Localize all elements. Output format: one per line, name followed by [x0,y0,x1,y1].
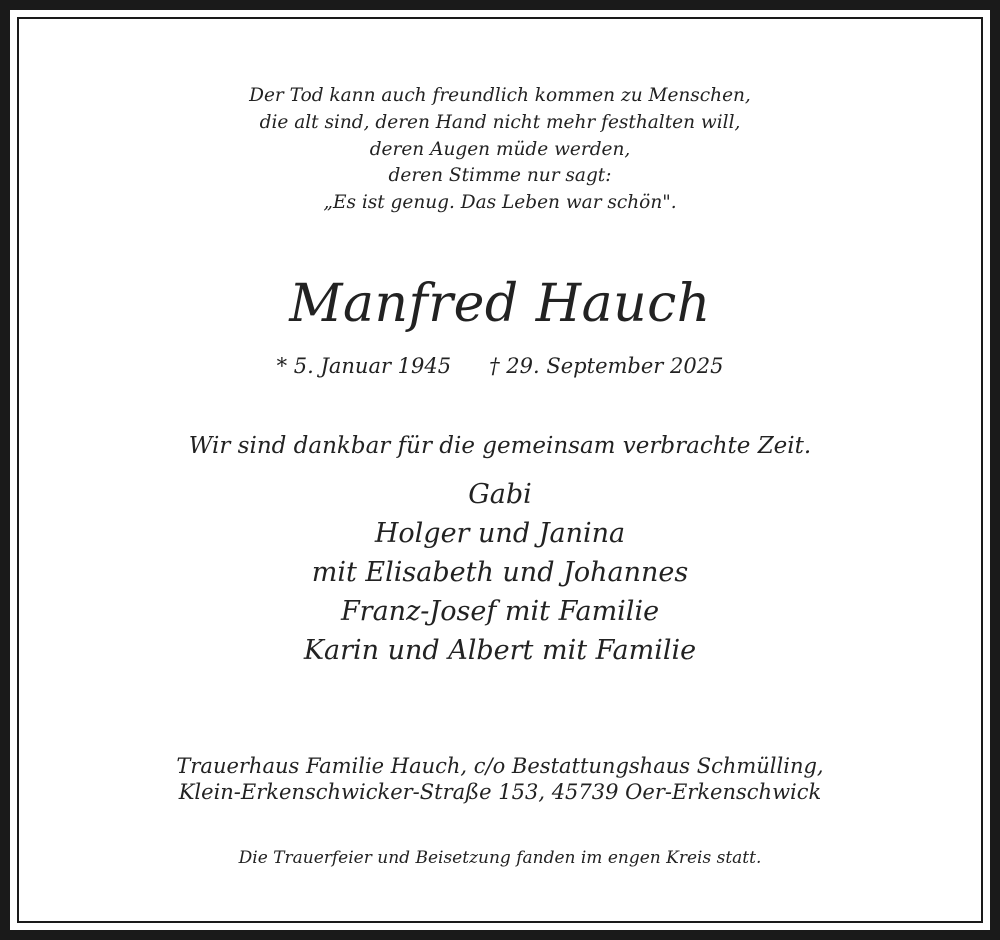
life-dates [0,354,1000,378]
poem-line: deren Augen müde werden, [369,139,631,160]
mourner-line: Franz-Josef mit Familie [340,596,660,627]
poem-line: Der Tod kann auch freundlich kommen zu Menschen, [249,85,751,106]
poem-line: „Es ist genug. Das Leben war schön". [323,192,677,213]
address-line: Trauerhaus Familie Hauch, c/o Bestattungshaus Schmülling, [176,754,824,778]
deceased-name: Manfred Hauch [289,274,711,334]
death-date: † 29. September 2025 [489,354,724,378]
poem-line: deren Stimme nur sagt: [388,165,612,186]
funeral-note: Die Trauerfeier und Beisetzung fanden im engen Kreis statt. [238,848,762,868]
mourner-line: Holger und Janina [374,518,626,549]
thanks-line: Wir sind dankbar für die gemeinsam verbrachte Zeit. [188,433,812,459]
mourner-line: Gabi [468,479,532,510]
mourner-line: mit Elisabeth und Johannes [311,557,689,588]
address-line: Klein-Erkenschwicker-Straße 153, 45739 Oer-Erkenschwick [178,780,822,804]
birth-date: * 5. Januar 1945 [276,354,452,378]
poem-line: die alt sind, deren Hand nicht mehr festhalten will, [259,112,741,133]
mourner-line: Karin und Albert mit Familie [303,635,697,666]
